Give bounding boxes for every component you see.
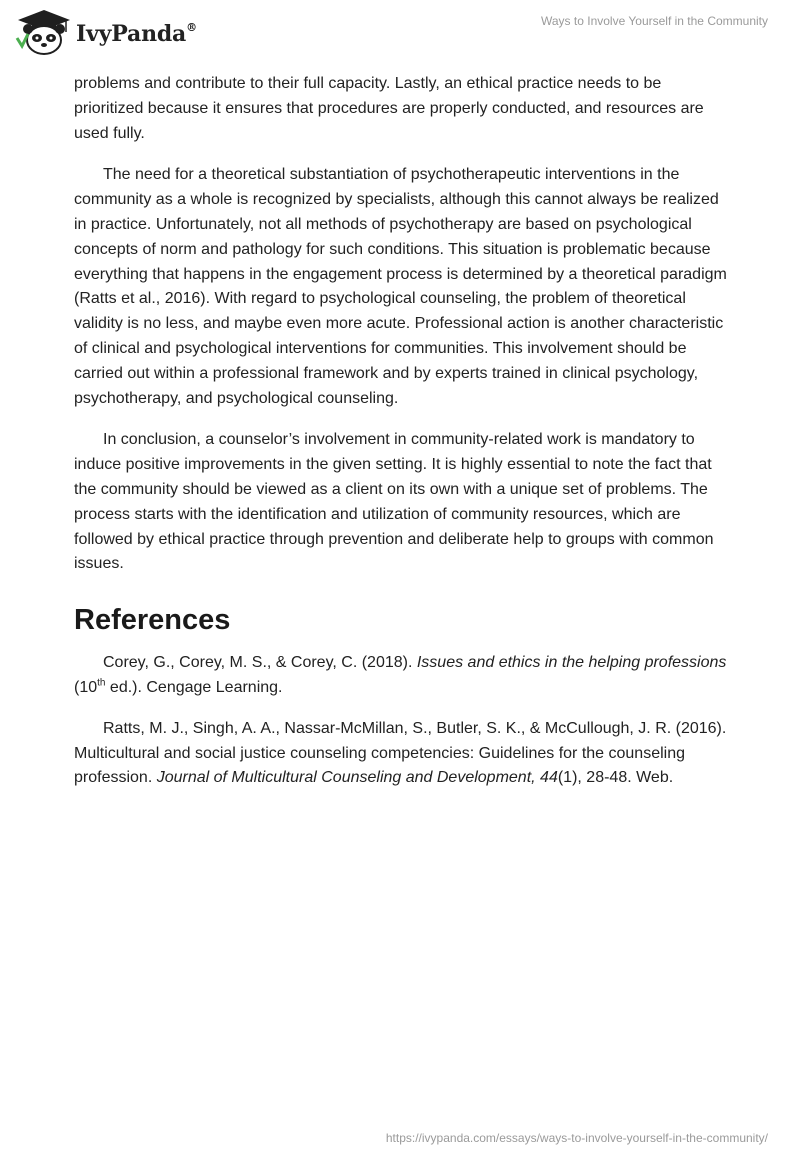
reference-journal: Journal of Multicultural Counseling and Development, 44 (156, 769, 558, 787)
references-heading: References (74, 604, 231, 637)
reference-entry: Ratts, M. J., Singh, A. A., Nassar-McMillan, S., Butler, S. K., & McCullough, J. R. (2016). Multicultural and social justice counseling competencies: Guidelines for the counseling profession. Journal of Multicultural Counseling and Development, 44(1), 28-48. Web. (74, 719, 727, 787)
reference-entry: Corey, G., Corey, M. S., & Corey, C. (2018). Issues and ethics in the helping professions (10th ed.). Cengage Learning. (74, 654, 727, 696)
page-header (0, 0, 800, 70)
paragraph-theory: The need for a theoretical substantiation of psychotherapeutic interventions in the community as a whole is recognized by specialists, although this cannot always be realized in practice. Unfortunately, not all methods of psychotherapy are based on psychological concepts of norm and pathology for such conditions. This situation is problematic because everything that happens in the engagement process is determined by a theoretical paradigm (Ratts et al., 2016). With regard to psychological counseling, the problem of theoretical validity is no less, and maybe even more acute. Professional action is another characteristic of clinical and psychological interventions for communities. This involvement should be carried out within a professional framework and by experts trained in clinical psychology, psychotherapy, and psychological counseling. (74, 166, 727, 407)
panda-graduate-icon (14, 8, 74, 58)
paragraph-continued: problems and contribute to their full capacity. Lastly, an ethical practice needs to be prioritized because it ensures that procedures are properly conducted, and resources are used fully. (74, 75, 704, 142)
reference-title: Issues and ethics in the helping professions (416, 654, 727, 672)
brand-name: IvyPanda® (76, 20, 197, 47)
paragraph-conclusion: In conclusion, a counselor’s involvement in community-related work is mandatory to induce positive improvements in the given setting. It is highly essential to note the fact that the community should be viewed as a client on its own with a unique set of problems. The process starts with the identification and utilization of community resources, which are followed by ethical practice through prevention and deliberate help to groups with common issues. (74, 431, 714, 573)
brand-logo[interactable] (14, 8, 197, 58)
running-title: Ways to Involve Yourself in the Community (541, 14, 768, 28)
footer-url-link[interactable]: https://ivypanda.com/essays/ways-to-involve-yourself-in-the-community/ (385, 1131, 768, 1145)
document-body (74, 72, 734, 807)
